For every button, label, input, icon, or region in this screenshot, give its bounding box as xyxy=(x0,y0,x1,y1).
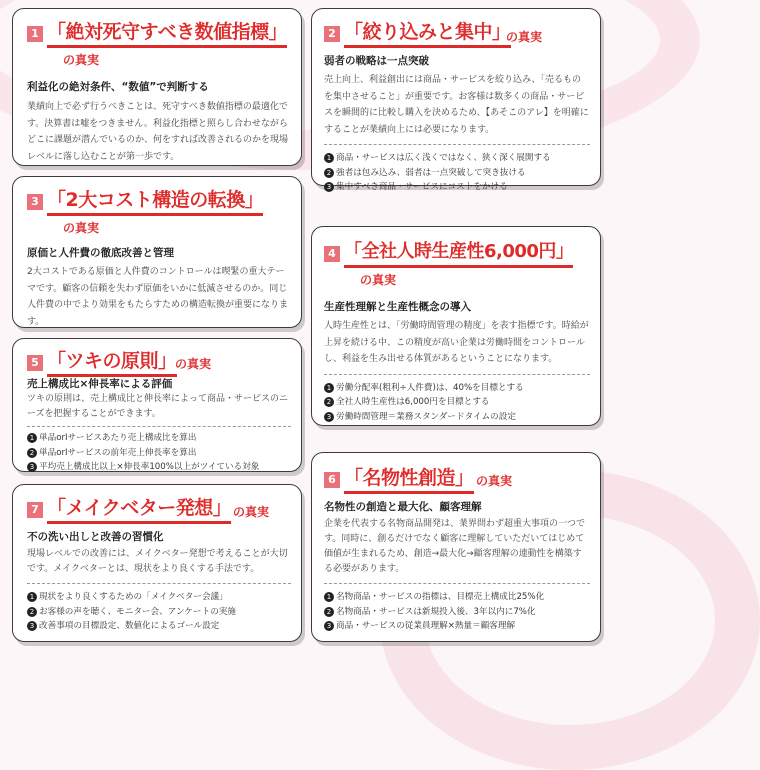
card-7 xyxy=(12,484,302,642)
card-6-body: 企業を代表する名物商品開発は、業界問わず超重大事項の一つです。同時に、創るだけでなく顧客に理解していただいてはじめて価値が生まれるため、創造→最大化→顧客理解の連動性を構築する必要があります。 xyxy=(324,519,586,574)
card-4-bullet: 3 労働時間管理＝業務スタンダードタイムの設定 xyxy=(324,410,590,425)
card-4 xyxy=(311,226,601,426)
bullet-number-icon: 1 xyxy=(27,592,37,602)
card-7-title: 「メイクベター発想」 xyxy=(47,495,231,524)
card-2-title: 「絞り込みと集中」 xyxy=(344,19,511,48)
card-4-subhead: 生産性理解と生産性概念の導入 xyxy=(324,301,471,313)
bullet-number-icon: 3 xyxy=(324,182,334,192)
card-6-number: 6 xyxy=(324,472,340,488)
card-4-divider xyxy=(324,374,590,375)
card-1-title-suffix: の真実 xyxy=(63,53,100,67)
card-5-header xyxy=(27,346,291,374)
card-2-bullet: 2 強者は包み込み、弱者は一点突破して突き抜ける xyxy=(324,166,590,181)
card-2-body: 売上向上、利益創出には商品・サービスを絞り込み、「売るものを集中させること」が重要です。お客様は数多くの商品・サービスを瞬間的に比較し購入を決めるため、【あそこのアレ】を明確にすることが業績向上には必要になります。 xyxy=(324,75,589,135)
card-4-header xyxy=(324,237,590,287)
card-5-title: 「ツキの原則」 xyxy=(47,348,177,377)
card-1-title: 「絶対死守すべき数値指標」 xyxy=(47,19,287,48)
card-4-bullet: 1 労働分配率(粗利÷人件費)は、40%を目標とする xyxy=(324,381,590,396)
card-7-divider xyxy=(27,583,291,584)
bullet-number-icon: 3 xyxy=(324,412,334,422)
bullet-number-icon: 1 xyxy=(27,433,37,443)
card-3-number: 3 xyxy=(27,194,43,210)
card-3-header xyxy=(27,185,291,235)
card-7-subhead: 不の洗い出しと改善の習慣化 xyxy=(27,531,164,543)
card-5-bullets xyxy=(27,431,291,475)
card-6-divider xyxy=(324,583,590,584)
card-3-title-suffix: の真実 xyxy=(63,221,100,235)
card-6-bullet: 1 名物商品・サービスの指標は、目標売上構成比25%化 xyxy=(324,590,590,605)
card-2-title-suffix: の真実 xyxy=(506,30,543,44)
bullet-number-icon: 3 xyxy=(27,621,37,631)
card-2-bullet: 3 集中すべき商品・サービスにコストをかける xyxy=(324,180,590,195)
card-6-title-suffix: の真実 xyxy=(476,474,513,488)
card-7-number: 7 xyxy=(27,502,43,518)
card-7-bullets xyxy=(27,590,291,634)
bullet-number-icon: 1 xyxy=(324,153,334,163)
card-5-title-suffix: の真実 xyxy=(175,357,212,371)
card-6-bullets xyxy=(324,590,590,634)
card-1-number: 1 xyxy=(27,26,43,42)
card-3 xyxy=(12,176,302,328)
card-4-bullets xyxy=(324,381,590,425)
card-4-title-suffix: の真実 xyxy=(360,273,397,287)
card-4-body: 人時生産性とは、「労働時間管理の精度」を表す指標です。時給が上昇を続ける中、この精度が高い企業は労働時間をコントロールし、利益を生み出せる体質があるということになります。 xyxy=(324,321,589,364)
card-1-subhead: 利益化の絶対条件、“数値”で判断する xyxy=(27,81,209,93)
card-1 xyxy=(12,8,302,166)
card-5-bullet: 2 単品orIサービスの前年売上伸長率を算出 xyxy=(27,446,291,461)
bullet-number-icon: 3 xyxy=(324,621,334,631)
bullet-number-icon: 2 xyxy=(324,168,334,178)
card-1-header xyxy=(27,17,291,67)
card-1-body: 業績向上で必ず行うべきことは、死守すべき数値指標の最適化です。決算書は嘘をつきません。利益化指標と照らし合わせながらどこに課題が潜んでいるのか、何をすれば改善されるのかを現場レベルに落し込むことが第一歩です。 xyxy=(27,102,289,162)
card-4-number: 4 xyxy=(324,246,340,262)
card-6-header xyxy=(324,463,590,497)
card-7-bullet: 1 現状をより良くするための「メイクベター会議」 xyxy=(27,590,291,605)
card-7-bullet: 3 改善事項の目標設定、数値化によるゴール設定 xyxy=(27,619,291,634)
card-3-title: 「2大コスト構造の転換」 xyxy=(47,187,263,216)
card-5-bullet: 1 単品orIサービスあたり売上構成比を算出 xyxy=(27,431,291,446)
card-6 xyxy=(311,452,601,642)
card-2-divider xyxy=(324,144,590,145)
bullet-number-icon: 2 xyxy=(27,607,37,617)
card-7-body: 現場レベルでの改善には、メイクベター発想で考えることが大切です。メイクベターとは、現状をより良くする手法です。 xyxy=(27,549,288,574)
card-4-bullet: 2 全社人時生産性は6,000円を目標とする xyxy=(324,395,590,410)
card-5-number: 5 xyxy=(27,355,43,371)
card-6-title: 「名物性創造」 xyxy=(344,465,474,494)
card-6-subhead: 名物性の創造と最大化、顧客理解 xyxy=(324,501,482,513)
card-2-bullet: 1 商品・サービスは広く浅くではなく、狭く深く展開する xyxy=(324,151,590,166)
bullet-number-icon: 1 xyxy=(324,383,334,393)
card-6-bullet: 3 商品・サービスの従業員理解×熱量＝顧客理解 xyxy=(324,619,590,634)
card-2-header xyxy=(324,17,590,47)
card-2-number: 2 xyxy=(324,26,340,42)
card-5-divider xyxy=(27,426,291,427)
card-7-title-suffix: の真実 xyxy=(233,505,270,519)
card-7-header xyxy=(27,493,291,529)
card-7-bullet: 2 お客様の声を聴く、モニター会、アンケートの実施 xyxy=(27,605,291,620)
bullet-number-icon: 1 xyxy=(324,592,334,602)
card-5-subhead: 売上構成比×伸長率による評価 xyxy=(27,378,173,390)
bullet-number-icon: 3 xyxy=(27,462,37,472)
card-3-subhead: 原価と人件費の徹底改善と管理 xyxy=(27,247,174,259)
card-6-bullet: 2 名物商品・サービスは新規投入後、3年以内に7%化 xyxy=(324,605,590,620)
card-4-title: 「全社人時生産性6,000円」 xyxy=(344,239,573,268)
card-2-subhead: 弱者の戦略は一点突破 xyxy=(324,55,429,67)
bullet-number-icon: 2 xyxy=(324,397,334,407)
card-3-body: 2大コストである原価と人件費のコントロールは喫緊の重大テーマです。顧客の信頼を失わず原価をいかに低減させるのか。同じ人件費の中でより効果をもたらすための構造転換が重要になります。 xyxy=(27,267,289,327)
card-2-bullets xyxy=(324,151,590,195)
card-5-bullet: 3 平均売上構成比以上×伸長率100%以上がツイている対象 xyxy=(27,460,291,475)
card-2 xyxy=(311,8,601,192)
bullet-number-icon: 2 xyxy=(324,607,334,617)
bullet-number-icon: 2 xyxy=(27,448,37,458)
card-5 xyxy=(12,338,302,472)
card-5-body: ツキの原則は、売上構成比と伸長率によって商品・サービスのニーズを把握することができます。 xyxy=(27,394,289,419)
